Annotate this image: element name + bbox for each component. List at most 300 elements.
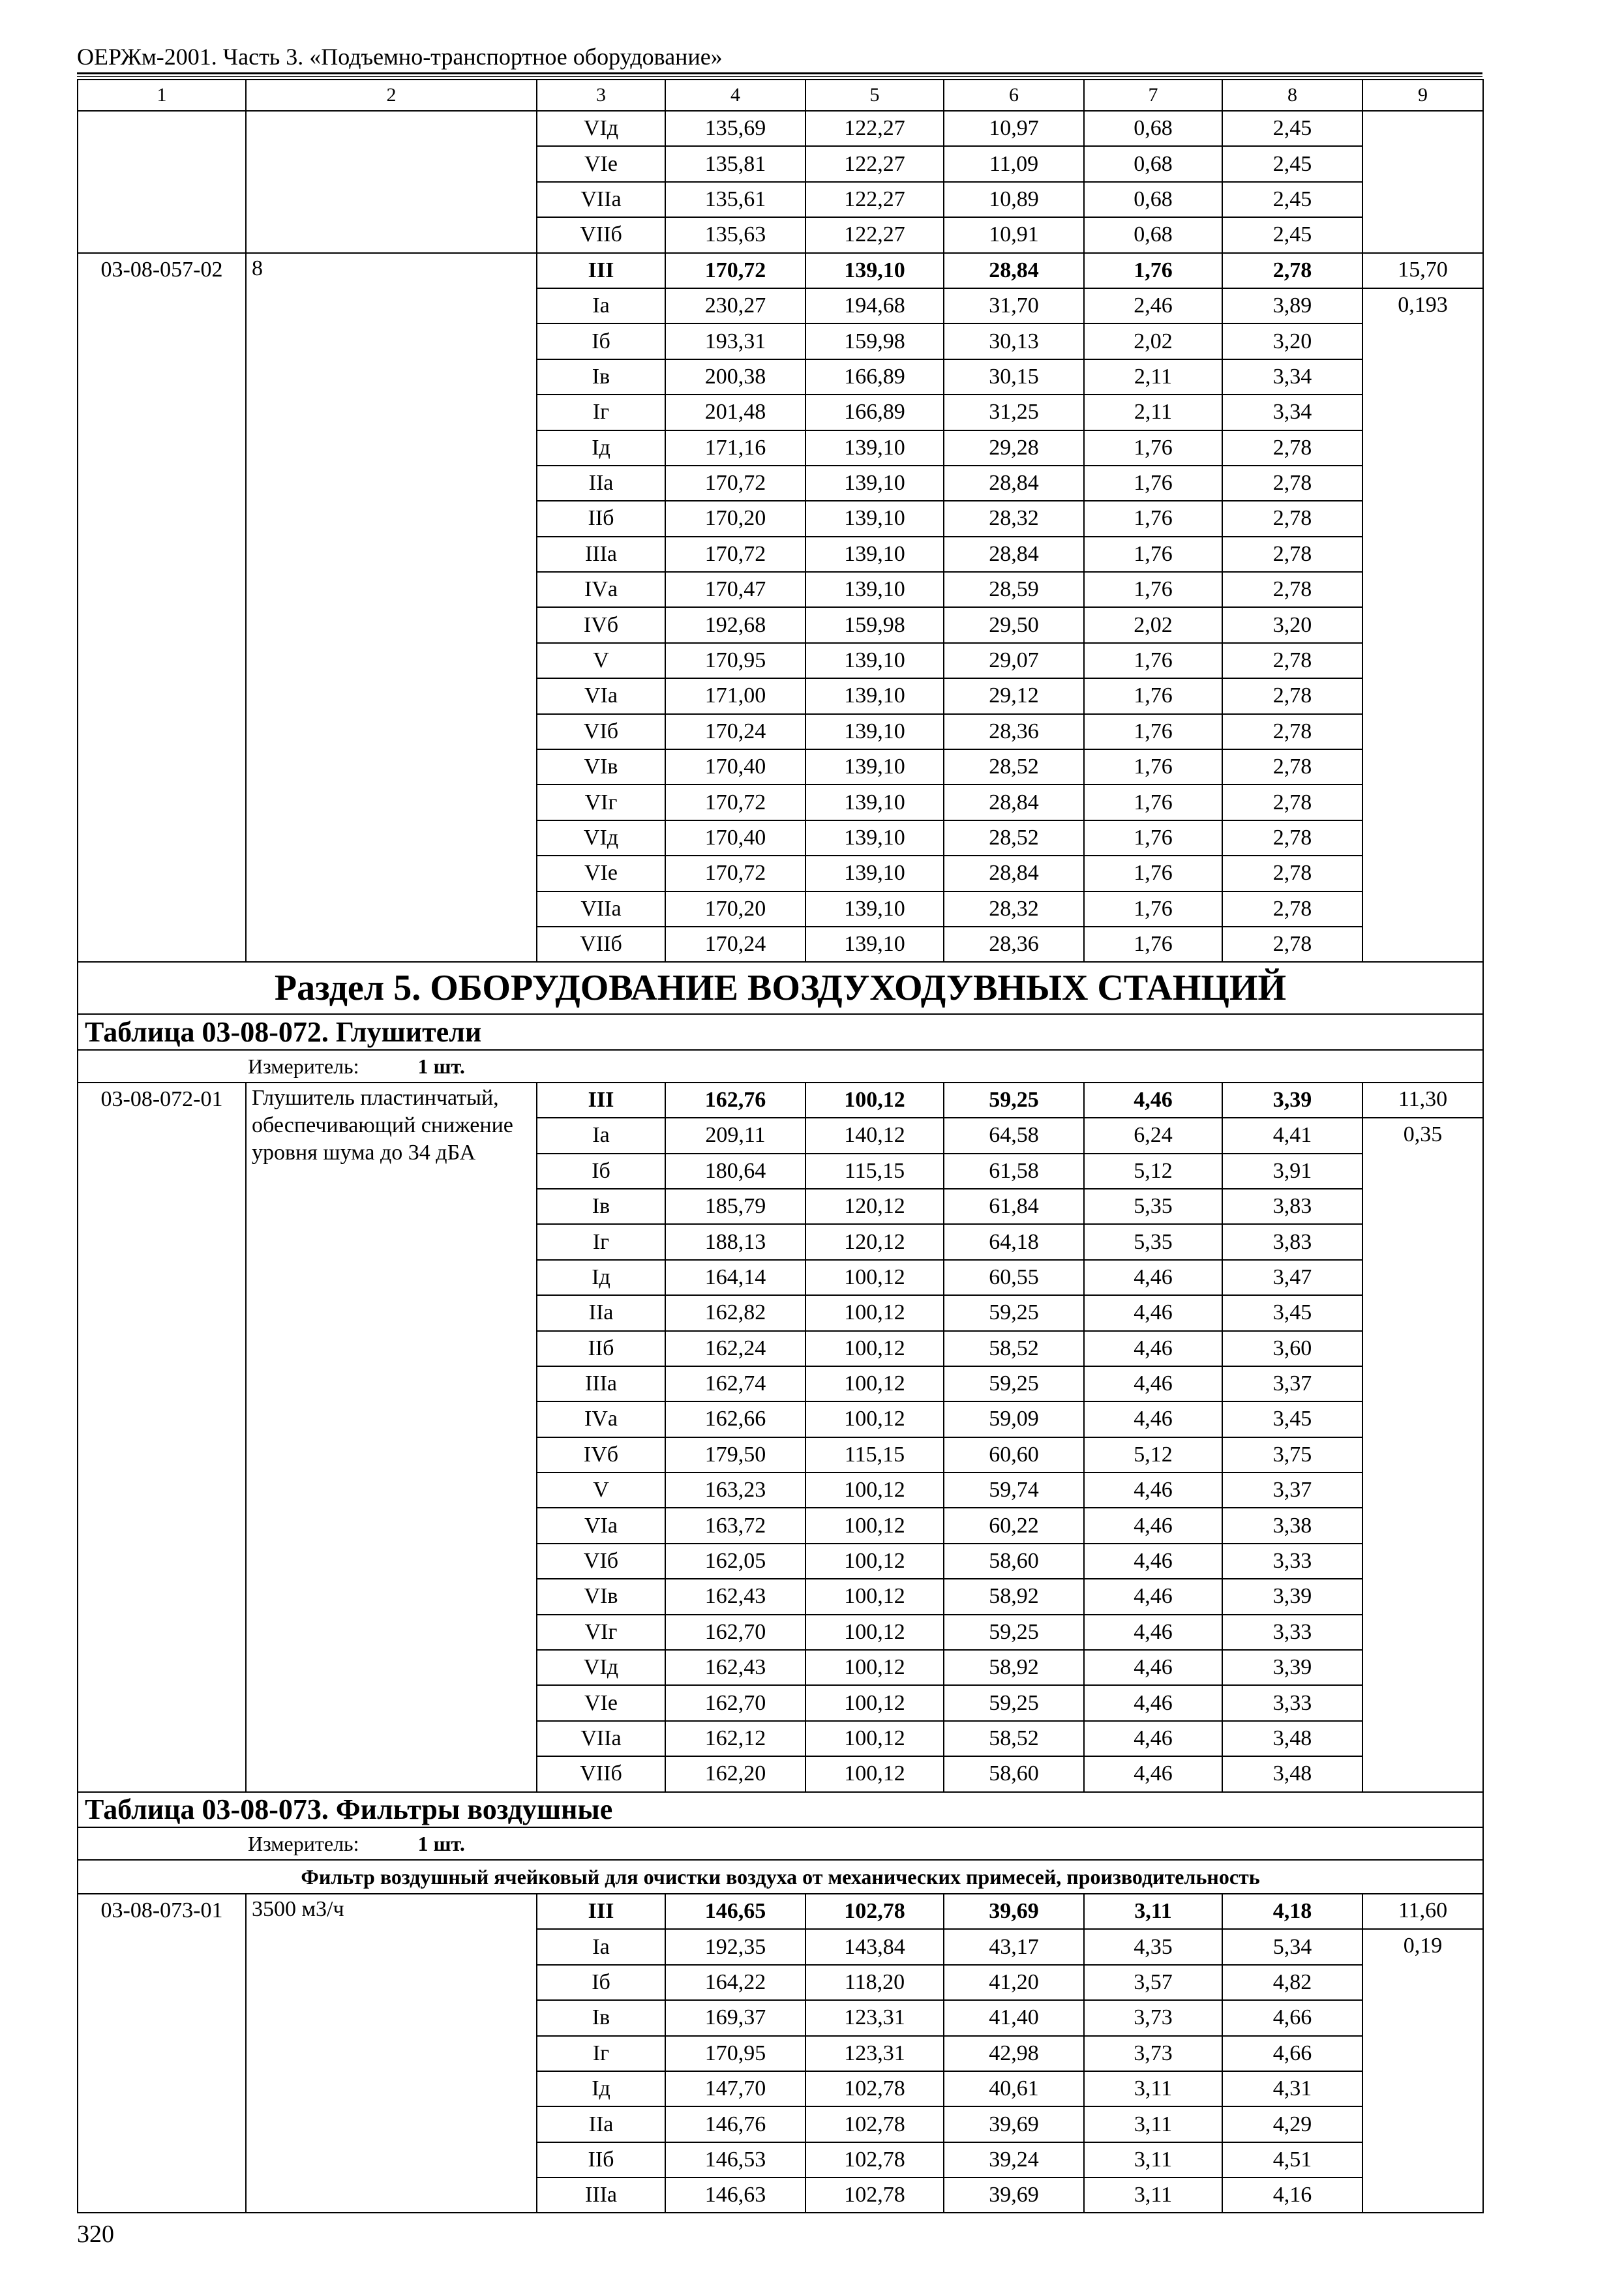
price-cell: 28,32: [944, 501, 1084, 536]
column-number: 3: [537, 80, 665, 111]
price-cell: 3,39: [1222, 1579, 1362, 1614]
column-number: 8: [1222, 80, 1362, 111]
item-description: [246, 111, 537, 253]
price-cell: 2,11: [1084, 359, 1222, 395]
zone-code: VIд: [537, 1650, 665, 1685]
price-cell: 102,78: [805, 2071, 944, 2106]
zone-code: VIг: [537, 785, 665, 820]
item-code: 03-08-057-02: [78, 253, 246, 963]
price-cell: 3,11: [1084, 2106, 1222, 2142]
price-cell: 3,48: [1222, 1756, 1362, 1791]
price-cell: 31,70: [944, 288, 1084, 323]
table-body: [78, 80, 1483, 2213]
page-number: 320: [77, 2221, 114, 2248]
price-cell: 4,41: [1222, 1118, 1362, 1153]
price-cell: 4,46: [1084, 1721, 1222, 1756]
zone-code: IIIа: [537, 2177, 665, 2213]
price-cell: 2,02: [1084, 323, 1222, 359]
price-cell: 28,36: [944, 927, 1084, 962]
column-number: 2: [246, 80, 537, 111]
price-cell: 2,45: [1222, 111, 1362, 146]
price-cell: 3,37: [1222, 1366, 1362, 1401]
zone-code: VIа: [537, 1508, 665, 1543]
price-cell: 1,76: [1084, 572, 1222, 607]
price-cell: 3,60: [1222, 1331, 1362, 1366]
price-cell: 59,74: [944, 1473, 1084, 1508]
price-cell: 122,27: [805, 111, 944, 146]
price-cell: 122,27: [805, 146, 944, 181]
price-cell: 100,12: [805, 1650, 944, 1685]
price-cell: 5,34: [1222, 1929, 1362, 1964]
machine-cost: 0,19: [1362, 1929, 1483, 2213]
price-cell: 1,76: [1084, 856, 1222, 891]
price-cell: 162,20: [665, 1756, 805, 1791]
price-cell: 139,10: [805, 466, 944, 501]
header-rule-thin: [77, 76, 1482, 77]
price-cell: 166,89: [805, 395, 944, 430]
price-cell: 4,46: [1084, 1260, 1222, 1295]
price-cell: 4,66: [1222, 2000, 1362, 2035]
price-cell: 59,25: [944, 1615, 1084, 1650]
price-cell: 1,76: [1084, 466, 1222, 501]
price-cell: 29,28: [944, 430, 1084, 466]
price-cell: 102,78: [805, 2177, 944, 2213]
price-cell: 139,10: [805, 927, 944, 962]
price-cell: 41,40: [944, 2000, 1084, 2035]
price-cell: 2,78: [1222, 253, 1362, 288]
price-cell: 3,45: [1222, 1295, 1362, 1330]
price-cell: 0,68: [1084, 111, 1222, 146]
price-cell: 4,29: [1222, 2106, 1362, 2142]
price-cell: 42,98: [944, 2036, 1084, 2071]
price-cell: 102,78: [805, 1894, 944, 1929]
price-cell: 3,20: [1222, 607, 1362, 642]
measure-unit-row: [78, 1050, 1483, 1083]
price-cell: 102,78: [805, 2142, 944, 2177]
price-cell: 3,57: [1084, 1965, 1222, 2000]
price-cell: 10,89: [944, 182, 1084, 217]
price-cell: 163,23: [665, 1473, 805, 1508]
price-cell: 5,12: [1084, 1437, 1222, 1473]
zone-code: VIIа: [537, 891, 665, 927]
price-cell: 139,10: [805, 891, 944, 927]
price-cell: 31,25: [944, 395, 1084, 430]
zone-code: Iб: [537, 1965, 665, 2000]
price-cell: 39,69: [944, 2106, 1084, 2142]
item-description: 8: [246, 253, 537, 963]
table-subheading: Фильтр воздушный ячейковый для очистки воздуха от механических примесей, производительность: [78, 1860, 1483, 1894]
price-cell: 3,33: [1222, 1685, 1362, 1720]
zone-code: Iг: [537, 1224, 665, 1259]
price-cell: 139,10: [805, 678, 944, 713]
price-cell: 192,35: [665, 1929, 805, 1964]
price-cell: 143,84: [805, 1929, 944, 1964]
price-cell: 146,63: [665, 2177, 805, 2213]
price-cell: 2,78: [1222, 537, 1362, 572]
price-cell: 2,46: [1084, 288, 1222, 323]
price-cell: 170,47: [665, 572, 805, 607]
price-cell: 11,09: [944, 146, 1084, 181]
column-number: 7: [1084, 80, 1222, 111]
price-cell: 61,58: [944, 1154, 1084, 1189]
price-cell: 170,24: [665, 927, 805, 962]
price-cell: 1,76: [1084, 714, 1222, 749]
price-cell: 100,12: [805, 1756, 944, 1791]
zone-code: IIIа: [537, 1366, 665, 1401]
price-cell: 2,78: [1222, 466, 1362, 501]
price-cell: 2,78: [1222, 891, 1362, 927]
zone-code: VIIа: [537, 1721, 665, 1756]
zone-code: Iв: [537, 1189, 665, 1224]
price-cell: 4,35: [1084, 1929, 1222, 1964]
zone-code: VIIб: [537, 1756, 665, 1791]
price-cell: 100,12: [805, 1544, 944, 1579]
price-cell: 139,10: [805, 820, 944, 856]
price-cell: 100,12: [805, 1260, 944, 1295]
price-cell: 1,76: [1084, 891, 1222, 927]
price-cell: 58,92: [944, 1579, 1084, 1614]
price-cell: 3,11: [1084, 2177, 1222, 2213]
price-cell: 185,79: [665, 1189, 805, 1224]
machine-cost: 0,35: [1362, 1118, 1483, 1791]
price-cell: 39,24: [944, 2142, 1084, 2177]
price-cell: 1,76: [1084, 927, 1222, 962]
price-cell: 209,11: [665, 1118, 805, 1153]
price-cell: 100,12: [805, 1579, 944, 1614]
zone-code: Iд: [537, 2071, 665, 2106]
price-cell: 4,46: [1084, 1083, 1222, 1118]
machine-cost: 0,193: [1362, 288, 1483, 962]
price-cell: 139,10: [805, 785, 944, 820]
price-cell: 139,10: [805, 643, 944, 678]
price-cell: 159,98: [805, 607, 944, 642]
price-cell: 118,20: [805, 1965, 944, 2000]
price-cell: 3,83: [1222, 1189, 1362, 1224]
price-cell: 3,39: [1222, 1650, 1362, 1685]
zone-code: Iв: [537, 359, 665, 395]
price-cell: 164,22: [665, 1965, 805, 2000]
table-title-row: [78, 1014, 1483, 1049]
zone-code: VIб: [537, 1544, 665, 1579]
price-cell: 41,20: [944, 1965, 1084, 2000]
price-cell: 4,46: [1084, 1544, 1222, 1579]
price-cell: 193,31: [665, 323, 805, 359]
price-cell: 3,34: [1222, 359, 1362, 395]
price-cell: 58,52: [944, 1721, 1084, 1756]
price-cell: 115,15: [805, 1437, 944, 1473]
price-cell: 58,60: [944, 1544, 1084, 1579]
price-cell: 2,78: [1222, 856, 1362, 891]
price-cell: 28,36: [944, 714, 1084, 749]
price-cell: 3,48: [1222, 1721, 1362, 1756]
price-cell: 3,20: [1222, 323, 1362, 359]
zone-code: Iб: [537, 323, 665, 359]
price-cell: 1,76: [1084, 643, 1222, 678]
price-cell: 162,66: [665, 1401, 805, 1437]
zone-code: VIг: [537, 1615, 665, 1650]
price-cell: 3,73: [1084, 2000, 1222, 2035]
price-cell: 115,15: [805, 1154, 944, 1189]
price-cell: 2,45: [1222, 146, 1362, 181]
table-row: [78, 1083, 1483, 1118]
price-cell: 2,78: [1222, 927, 1362, 962]
price-cell: 2,78: [1222, 501, 1362, 536]
zone-code: VIд: [537, 111, 665, 146]
price-cell: 1,76: [1084, 501, 1222, 536]
zone-code: VIе: [537, 856, 665, 891]
price-cell: 170,40: [665, 820, 805, 856]
price-cell: 60,22: [944, 1508, 1084, 1543]
price-cell: 61,84: [944, 1189, 1084, 1224]
price-cell: 58,92: [944, 1650, 1084, 1685]
zone-code: IVб: [537, 1437, 665, 1473]
price-cell: 170,20: [665, 501, 805, 536]
price-cell: 192,68: [665, 607, 805, 642]
labor-cost: 15,70: [1362, 253, 1483, 288]
price-cell: 0,68: [1084, 146, 1222, 181]
price-cell: 4,46: [1084, 1366, 1222, 1401]
price-cell: 2,78: [1222, 678, 1362, 713]
price-cell: 4,46: [1084, 1579, 1222, 1614]
price-cell: 1,76: [1084, 749, 1222, 785]
price-cell: 4,46: [1084, 1615, 1222, 1650]
measure-unit-row: [78, 1827, 1483, 1860]
price-cell: 230,27: [665, 288, 805, 323]
price-cell: 139,10: [805, 572, 944, 607]
zone-code: Iа: [537, 288, 665, 323]
price-cell: 194,68: [805, 288, 944, 323]
zone-code: VIб: [537, 714, 665, 749]
zone-code: VIIб: [537, 927, 665, 962]
price-cell: 170,24: [665, 714, 805, 749]
price-cell: 3,39: [1222, 1083, 1362, 1118]
item-code: 03-08-073-01: [78, 1894, 246, 2213]
price-cell: 100,12: [805, 1401, 944, 1437]
price-cell: 2,78: [1222, 820, 1362, 856]
price-cell: 170,72: [665, 856, 805, 891]
price-cell: 28,84: [944, 466, 1084, 501]
price-cell: 60,55: [944, 1260, 1084, 1295]
price-cell: 3,37: [1222, 1473, 1362, 1508]
header-rule: [77, 72, 1482, 74]
price-cell: 4,46: [1084, 1473, 1222, 1508]
section-title: Раздел 5. ОБОРУДОВАНИЕ ВОЗДУХОДУВНЫХ СТАНЦИЙ: [78, 962, 1483, 1014]
price-cell: 147,70: [665, 2071, 805, 2106]
labor-cost: 11,60: [1362, 1894, 1483, 1929]
price-cell: 139,10: [805, 714, 944, 749]
price-cell: 28,84: [944, 856, 1084, 891]
zone-code: VIIа: [537, 182, 665, 217]
price-cell: 3,34: [1222, 395, 1362, 430]
zone-code: III: [537, 1894, 665, 1929]
price-cell: 122,27: [805, 217, 944, 252]
zone-code: Iд: [537, 430, 665, 466]
column-number: 4: [665, 80, 805, 111]
price-cell: 164,14: [665, 1260, 805, 1295]
price-cell: 163,72: [665, 1508, 805, 1543]
price-cell: 100,12: [805, 1473, 944, 1508]
zone-code: Iв: [537, 2000, 665, 2035]
zone-code: VIд: [537, 820, 665, 856]
zone-code: V: [537, 1473, 665, 1508]
price-cell: 100,12: [805, 1615, 944, 1650]
measure-unit: [78, 1050, 1483, 1083]
price-cell: 139,10: [805, 537, 944, 572]
zone-code: Iа: [537, 1929, 665, 1964]
zone-code: VIе: [537, 146, 665, 181]
price-cell: 162,24: [665, 1331, 805, 1366]
table-subheading-row: [78, 1860, 1483, 1894]
price-cell: 135,69: [665, 111, 805, 146]
price-cell: 2,78: [1222, 785, 1362, 820]
labor-cost: 11,30: [1362, 1083, 1483, 1118]
price-cell: 3,33: [1222, 1544, 1362, 1579]
price-cell: 39,69: [944, 2177, 1084, 2213]
price-cell: 170,72: [665, 537, 805, 572]
price-cell: 3,11: [1084, 2142, 1222, 2177]
price-cell: 2,78: [1222, 749, 1362, 785]
price-cell: 162,70: [665, 1615, 805, 1650]
price-cell: 162,82: [665, 1295, 805, 1330]
price-cell: 140,12: [805, 1118, 944, 1153]
price-cell: 100,12: [805, 1331, 944, 1366]
item-description: Глушитель пластинчатый, обеспечивающий снижение уровня шума до 34 дБА: [246, 1083, 537, 1792]
column-number: 9: [1362, 80, 1483, 111]
table-row: [78, 253, 1483, 288]
price-cell: 10,97: [944, 111, 1084, 146]
price-cell: 170,72: [665, 253, 805, 288]
price-cell: 100,12: [805, 1083, 944, 1118]
price-cell: 2,45: [1222, 217, 1362, 252]
price-cell: 100,12: [805, 1508, 944, 1543]
price-cell: 5,12: [1084, 1154, 1222, 1189]
table-row: [78, 111, 1483, 146]
zone-code: VIIб: [537, 217, 665, 252]
misc-cell: [1362, 111, 1483, 253]
measure-label: Измеритель:: [248, 1054, 359, 1078]
price-cell: 60,60: [944, 1437, 1084, 1473]
column-number: 5: [805, 80, 944, 111]
price-cell: 4,16: [1222, 2177, 1362, 2213]
price-cell: 139,10: [805, 430, 944, 466]
price-cell: 6,24: [1084, 1118, 1222, 1153]
price-cell: 28,84: [944, 785, 1084, 820]
price-cell: 188,13: [665, 1224, 805, 1259]
zone-code: III: [537, 1083, 665, 1118]
table-title: Таблица 03-08-073. Фильтры воздушные: [78, 1792, 1483, 1827]
price-cell: 2,78: [1222, 430, 1362, 466]
price-cell: 170,20: [665, 891, 805, 927]
zone-code: IIа: [537, 466, 665, 501]
price-cell: 135,81: [665, 146, 805, 181]
price-cell: 162,70: [665, 1685, 805, 1720]
price-cell: 1,76: [1084, 253, 1222, 288]
price-cell: 1,76: [1084, 678, 1222, 713]
price-cell: 2,45: [1222, 182, 1362, 217]
price-cell: 146,65: [665, 1894, 805, 1929]
price-cell: 123,31: [805, 2000, 944, 2035]
price-cell: 29,12: [944, 678, 1084, 713]
price-cell: 179,50: [665, 1437, 805, 1473]
price-table: [77, 79, 1484, 2213]
zone-code: III: [537, 253, 665, 288]
zone-code: Iг: [537, 2036, 665, 2071]
price-cell: 3,11: [1084, 1894, 1222, 1929]
table-row: [78, 1894, 1483, 1929]
price-cell: 162,05: [665, 1544, 805, 1579]
measure-unit: [78, 1827, 1483, 1860]
price-cell: 120,12: [805, 1189, 944, 1224]
price-cell: 139,10: [805, 501, 944, 536]
price-cell: 4,46: [1084, 1685, 1222, 1720]
price-cell: 139,10: [805, 856, 944, 891]
price-cell: 200,38: [665, 359, 805, 395]
price-cell: 139,10: [805, 749, 944, 785]
price-cell: 4,46: [1084, 1756, 1222, 1791]
price-cell: 1,76: [1084, 537, 1222, 572]
zone-code: IVа: [537, 572, 665, 607]
price-cell: 122,27: [805, 182, 944, 217]
price-cell: 30,13: [944, 323, 1084, 359]
price-cell: 162,12: [665, 1721, 805, 1756]
price-cell: 170,72: [665, 785, 805, 820]
price-cell: 58,60: [944, 1756, 1084, 1791]
price-cell: 146,53: [665, 2142, 805, 2177]
measure-value: 1 шт.: [417, 1831, 465, 1855]
price-cell: 3,73: [1084, 2036, 1222, 2071]
price-cell: 135,61: [665, 182, 805, 217]
price-cell: 1,76: [1084, 820, 1222, 856]
price-cell: 170,95: [665, 2036, 805, 2071]
price-cell: 201,48: [665, 395, 805, 430]
price-cell: 4,46: [1084, 1401, 1222, 1437]
price-cell: 3,83: [1222, 1224, 1362, 1259]
price-cell: 59,25: [944, 1685, 1084, 1720]
price-cell: 2,02: [1084, 607, 1222, 642]
price-cell: 100,12: [805, 1295, 944, 1330]
price-cell: 4,51: [1222, 2142, 1362, 2177]
zone-code: IIб: [537, 2142, 665, 2177]
price-cell: 28,84: [944, 537, 1084, 572]
price-cell: 28,59: [944, 572, 1084, 607]
price-cell: 162,76: [665, 1083, 805, 1118]
price-cell: 59,09: [944, 1401, 1084, 1437]
zone-code: IIIа: [537, 537, 665, 572]
price-cell: 3,33: [1222, 1615, 1362, 1650]
price-cell: 166,89: [805, 359, 944, 395]
price-cell: 64,58: [944, 1118, 1084, 1153]
price-cell: 3,47: [1222, 1260, 1362, 1295]
item-code: 03-08-072-01: [78, 1083, 246, 1792]
price-cell: 100,12: [805, 1366, 944, 1401]
zone-code: V: [537, 643, 665, 678]
price-cell: 58,52: [944, 1331, 1084, 1366]
zone-code: IIа: [537, 2106, 665, 2142]
price-cell: 30,15: [944, 359, 1084, 395]
price-cell: 102,78: [805, 2106, 944, 2142]
price-cell: 4,18: [1222, 1894, 1362, 1929]
price-cell: 29,07: [944, 643, 1084, 678]
price-cell: 3,45: [1222, 1401, 1362, 1437]
zone-code: IVб: [537, 607, 665, 642]
zone-code: Iд: [537, 1260, 665, 1295]
table-title-row: [78, 1792, 1483, 1827]
price-cell: 59,25: [944, 1295, 1084, 1330]
section-title-row: [78, 962, 1483, 1014]
zone-code: Iг: [537, 395, 665, 430]
price-cell: 40,61: [944, 2071, 1084, 2106]
table-title: Таблица 03-08-072. Глушители: [78, 1014, 1483, 1049]
